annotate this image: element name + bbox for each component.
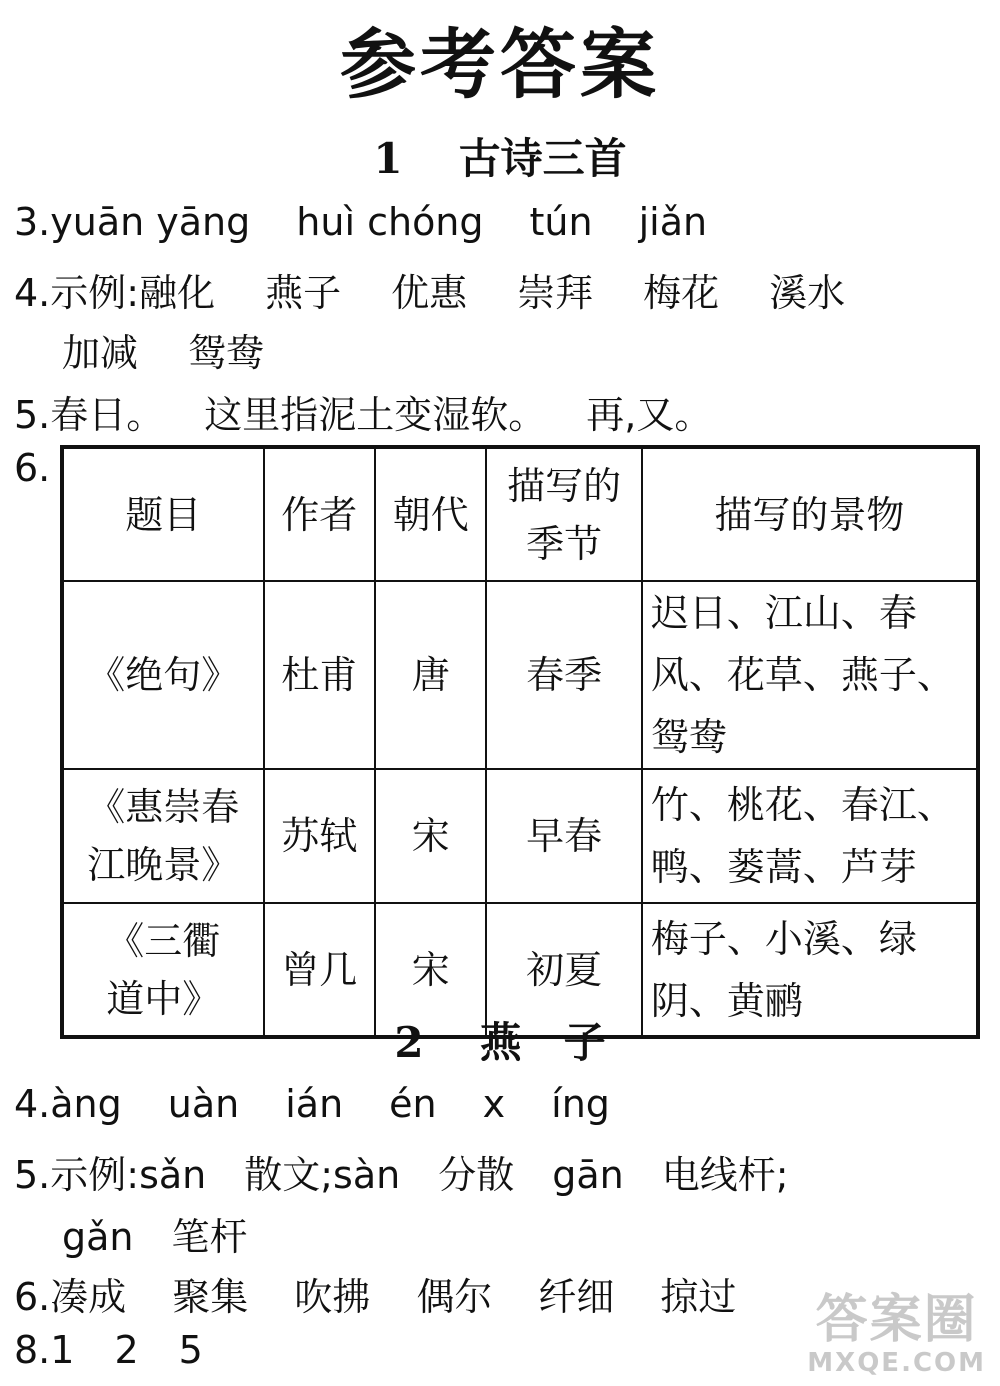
s2-q5 bbox=[14, 1144, 789, 1199]
cell-title: 《三衢道中》 bbox=[62, 903, 264, 1037]
cell-scenery: 迟日、江山、春风、花草、燕子、鸳鸯 bbox=[642, 581, 978, 769]
word-item: 加减 bbox=[62, 331, 139, 375]
example-prefix: 示例: bbox=[50, 271, 140, 315]
cell-dynasty: 唐 bbox=[375, 581, 486, 769]
section-2-name: 燕 子 bbox=[479, 1018, 606, 1067]
section-1-heading bbox=[0, 126, 1000, 186]
number-item: 1 bbox=[50, 1328, 75, 1372]
cell-season: 初夏 bbox=[486, 903, 641, 1037]
s1-q4 bbox=[14, 262, 845, 317]
s2-q5-cont bbox=[62, 1206, 248, 1261]
s1-q5 bbox=[14, 384, 712, 439]
q-number: 4. bbox=[14, 1082, 51, 1126]
s2-q6 bbox=[14, 1266, 736, 1321]
q-number: 6. bbox=[14, 1275, 51, 1319]
pinyin-item: én bbox=[389, 1082, 437, 1126]
cell-season: 早春 bbox=[486, 769, 641, 903]
number-item: 5 bbox=[178, 1328, 203, 1372]
table-header-row bbox=[62, 447, 978, 581]
word-item: 纤细 bbox=[538, 1275, 615, 1319]
pinyin-item: jiǎn bbox=[638, 200, 708, 244]
cell-dynasty: 宋 bbox=[375, 769, 486, 903]
watermark-top: 答案圈 bbox=[815, 1290, 978, 1350]
s1-q6 bbox=[14, 446, 50, 490]
answer-item: 春日。 bbox=[50, 393, 165, 437]
q-number: 8. bbox=[14, 1328, 51, 1372]
header-cell: 题目 bbox=[62, 447, 264, 581]
cell-scenery: 梅子、小溪、绿阴、黄鹂 bbox=[642, 903, 978, 1037]
word-item: 优惠 bbox=[391, 271, 468, 315]
header-cell: 朝代 bbox=[375, 447, 486, 581]
header-cell: 作者 bbox=[264, 447, 375, 581]
pinyin-item: yuān yāng bbox=[50, 200, 251, 244]
table-row bbox=[62, 581, 978, 769]
q-number: 4. bbox=[14, 271, 51, 315]
s1-q4-cont bbox=[62, 322, 264, 377]
watermark-bottom: MXQE.COM bbox=[807, 1348, 986, 1378]
pinyin-item: tún bbox=[529, 200, 593, 244]
word-item: 偶尔 bbox=[416, 1275, 493, 1319]
answer-line: 示例:sǎn 散文;sàn 分散 gān 电线杆; bbox=[50, 1153, 789, 1197]
word-item: 燕子 bbox=[265, 271, 342, 315]
pinyin-item: x bbox=[482, 1082, 506, 1126]
cell-author: 曾几 bbox=[264, 903, 375, 1037]
cell-dynasty: 宋 bbox=[375, 903, 486, 1037]
pinyin-item: ián bbox=[285, 1082, 344, 1126]
table-row bbox=[62, 769, 978, 903]
word-item: 融化 bbox=[139, 271, 216, 315]
pinyin-item: huì chóng bbox=[296, 200, 484, 244]
q-number: 5. bbox=[14, 1153, 51, 1197]
word-item: 凑成 bbox=[50, 1275, 127, 1319]
page-title: 参考答案 bbox=[340, 20, 660, 109]
cell-scenery: 竹、桃花、春江、鸭、蒌蒿、芦芽 bbox=[642, 769, 978, 903]
pinyin-item: uàn bbox=[167, 1082, 240, 1126]
section-1-name: 古诗三首 bbox=[458, 134, 627, 183]
q-number: 3. bbox=[14, 200, 51, 244]
word-item: 崇拜 bbox=[517, 271, 594, 315]
s2-q8 bbox=[14, 1328, 203, 1372]
word-item: 梅花 bbox=[643, 271, 720, 315]
word-item: 鸳鸯 bbox=[188, 331, 265, 375]
s2-q4 bbox=[14, 1082, 610, 1126]
header-cell: 描写的景物 bbox=[642, 447, 978, 581]
header-cell: 描写的季节 bbox=[486, 447, 641, 581]
word-item: 吹拂 bbox=[294, 1275, 371, 1319]
q-number: 6. bbox=[14, 446, 51, 490]
cell-title: 《绝句》 bbox=[62, 581, 264, 769]
pinyin-item: àng bbox=[50, 1082, 122, 1126]
poem-table bbox=[60, 445, 980, 1039]
s1-q3 bbox=[14, 200, 707, 244]
cell-author: 苏轼 bbox=[264, 769, 375, 903]
answer-line: gǎn 笔杆 bbox=[62, 1215, 248, 1259]
cell-author: 杜甫 bbox=[264, 581, 375, 769]
answer-item: 这里指泥土变湿软。 bbox=[204, 393, 547, 437]
pinyin-item: íng bbox=[551, 1082, 610, 1126]
watermark-logo bbox=[807, 1292, 986, 1378]
section-2-number: 2 bbox=[394, 1018, 424, 1067]
section-1-number: 1 bbox=[373, 134, 403, 183]
word-item: 聚集 bbox=[172, 1275, 249, 1319]
q-number: 5. bbox=[14, 393, 51, 437]
number-item: 2 bbox=[114, 1328, 139, 1372]
cell-season: 春季 bbox=[486, 581, 641, 769]
section-2-heading bbox=[0, 1010, 1000, 1070]
cell-title: 《惠崇春江晚景》 bbox=[62, 769, 264, 903]
word-item: 溪水 bbox=[769, 271, 846, 315]
answer-item: 再,又。 bbox=[586, 393, 713, 437]
word-item: 掠过 bbox=[660, 1275, 737, 1319]
